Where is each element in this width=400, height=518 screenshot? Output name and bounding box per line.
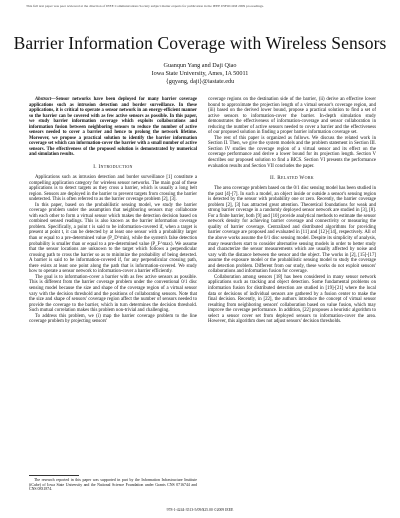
- related-work-paragraph: The area coverage problem based on the 0/1 disc sensing model has been studied in the past [4]-[7]. In such a model, an object inside or outside a sensor's sensing region is detected by the sensor with probability one or zero. Recently, the barrier coverage problem [2], [3] has attracted great attention. Theoretical foundations for weak and strong barrier coverage in a randomly deployed sensor network are studied in [3], [8]. For a finite barrier, both [9] and [10] provide analytical methods to estimate the sensor network density for achieving barrier coverage and connectivity or measuring the quality of barrier coverage. Centralized and distributed algorithms for providing barrier coverage are proposed and evaluated in [11] and [12]-[14], respectively. All of the above works assume the 0/1 disc sensing model. Despite its simplicity of analysis, many researchers start to consider alternative sensing models in order to better study and characterize the sensor measurements which are usually affected by noise and vary with the distance between the sensor and the object. The works in [2], [15]-[17] assume the exposure model or the probabilistic sensing model to study the coverage and detection problem. Different from our study, these works do not exploit sensors' collaborations and information fusion for coverage.: [208, 186, 376, 275]
- intro-paragraph: coverage regions on the destination side of the barrier, (ii) derive an effective lower bound to approximate the projection length of a virtual sensor's coverage region, and (iii) based on the derived lower bound, propose a practical solution to find a set of active sensors to information-cover the barrier. In-depth simulation study demonstrates the effectiveness of information-coverage and sensor collaboration in reducing the number of active sensors needed to cover a barrier and the effectiveness of our proposed solution in finding a proper barrier information coverage set.: [208, 97, 376, 136]
- funding-footnote: The research reported in this paper was supported in part by the Information Infrastructure Institute (iCube) of Iowa State University and the National Science Foundation under Grants CNS 0716744 and CNS 0831874.: [29, 478, 197, 492]
- author-email: {gqyang, daji}@iastate.edu: [165, 77, 235, 85]
- paper-title: Barrier Information Coverage with Wireless Sensors: [13, 33, 387, 53]
- intro-paragraph: To address this problem, we (i) map the barrier coverage problem to the line coverage problem by projecting sensors': [29, 313, 197, 325]
- section-title-related-work: II. Related Work: [270, 175, 314, 182]
- copyright-line: 978-1-4244-3513-5/09/$25.00 ©2009 IEEE: [166, 508, 234, 512]
- related-work-paragraph: Collaboration among sensors [18] has been considered in many sensor network applications such as tracking and object detection. Some fundamental problems on information fusion for distributed detection are studied in [19]-[21] where the local data or decisions of individual sensors are gathered by a fusion center to make the final decision. Recently, in [22], the authors introduce the concept of virtual sensor resulting from neighboring sensors' collaboration based on value fusion, which may improve the coverage performance. In addition, [22] proposes a heuristic algorithm to select a sensor cover set from deployed sensors to information-cover the area. However, this algorithm does not adjust sensors' decision thresholds.: [208, 274, 376, 325]
- intro-paragraph: In this paper, based on the probabilistic sensing model, we study the barrier coverage problem under the assumption that neighboring sensors may collaborate with each other to form a virtual sensor which makes the detection decision based on combined sensed readings. This is also known as the barrier information coverage problem. Specifically, a point t is said to be information-covered if, when a target is present at point t, it can be detected by at least one sensor with a probability larger than or equal to a pre-determined value (P_D^min), while the system's false detection probability is smaller than or equal to a pre-determined value (P_F^max). We assume that the sensor locations are unknown to the target which follows a perpendicular crossing path to cross the barrier so as to minimize the probability of being detected. A barrier is said to be information-covered if, for any perpendicular crossing path, there exists at least one point along the path that is information-covered. We study how to operate a sensor network to information-cover a barrier efficiently.: [29, 202, 197, 275]
- author-affiliation: Iowa State University, Ames, IA 50011: [151, 69, 249, 77]
- author-block: [0, 62, 400, 85]
- intro-paragraph: The rest of this paper is organized as follows. We discuss the related work in Section II. Then, we give the system models and the problem statement in Section III. Section IV studies the coverage region of a virtual sensor and its effect on the coverage performance and derive a lower bound for its projection length. Section V describes our proposed solution to find a BICS. Section VI presents the performance evaluation results and Section VII concludes the paper.: [208, 135, 376, 169]
- section-title-introduction: I. Introduction: [93, 164, 133, 171]
- review-banner: This full text paper was peer reviewed at the direction of IEEE Communications Society subject matter experts for publication in the IEEE INFOCOM 2009 proceedings.: [26, 4, 264, 8]
- intro-paragraph: The goal is to information-cover a barrier with as few active sensors as possible. This is different from the barrier coverage problem under the conventional 0/1 disc sensing model because the size and shape of the coverage region of a virtual sensor vary with the decision threshold and the positions of collaborating sensors. Note that the size and shape of sensors' coverage region affect the number of sensors needed to provide the coverage to the barrier, which in turn determines the decision threshold. Such mutual correlation makes this problem non-trivial and challenging.: [29, 274, 197, 314]
- left-column: [29, 97, 197, 325]
- abstract: [29, 97, 197, 158]
- author-names: Guanqun Yang and Daji Qiao: [163, 62, 237, 69]
- right-column: [208, 97, 376, 325]
- footnote-divider: [29, 475, 79, 476]
- abstract-lead: Abstract: [35, 97, 52, 102]
- intro-paragraph: Applications such as intrusion detection and border surveillance [1] constitute a compelling application category for wireless sensor networks. The main goal of these applications is to detect targets as they cross a barrier, which is usually a long belt region. Sensors are deployed in the barrier to prevent targets from crossing the barrier undetected. This is often referred to as the barrier coverage problem [2], [3].: [29, 175, 197, 203]
- abstract-text: —Sensor networks have been deployed for many barrier coverage applications such as intrusion detection and border surveillance. In these applications, it is critical to operate a sensor network in an energy-efficient manner so the barrier can be covered with as few active sensors as possible. In this paper, we study barrier information coverage which exploits collaborations and information fusion between neighboring sensors to reduce the number of active sensors needed to cover a barrier and hence to prolong the network lifetime. Moreover, we propose a practical solution to identify the barrier information coverage set which can information-cover the barrier with a small number of active sensors. The effectiveness of the proposed solution is demonstrated by numerical and simulation results.: [29, 97, 197, 158]
